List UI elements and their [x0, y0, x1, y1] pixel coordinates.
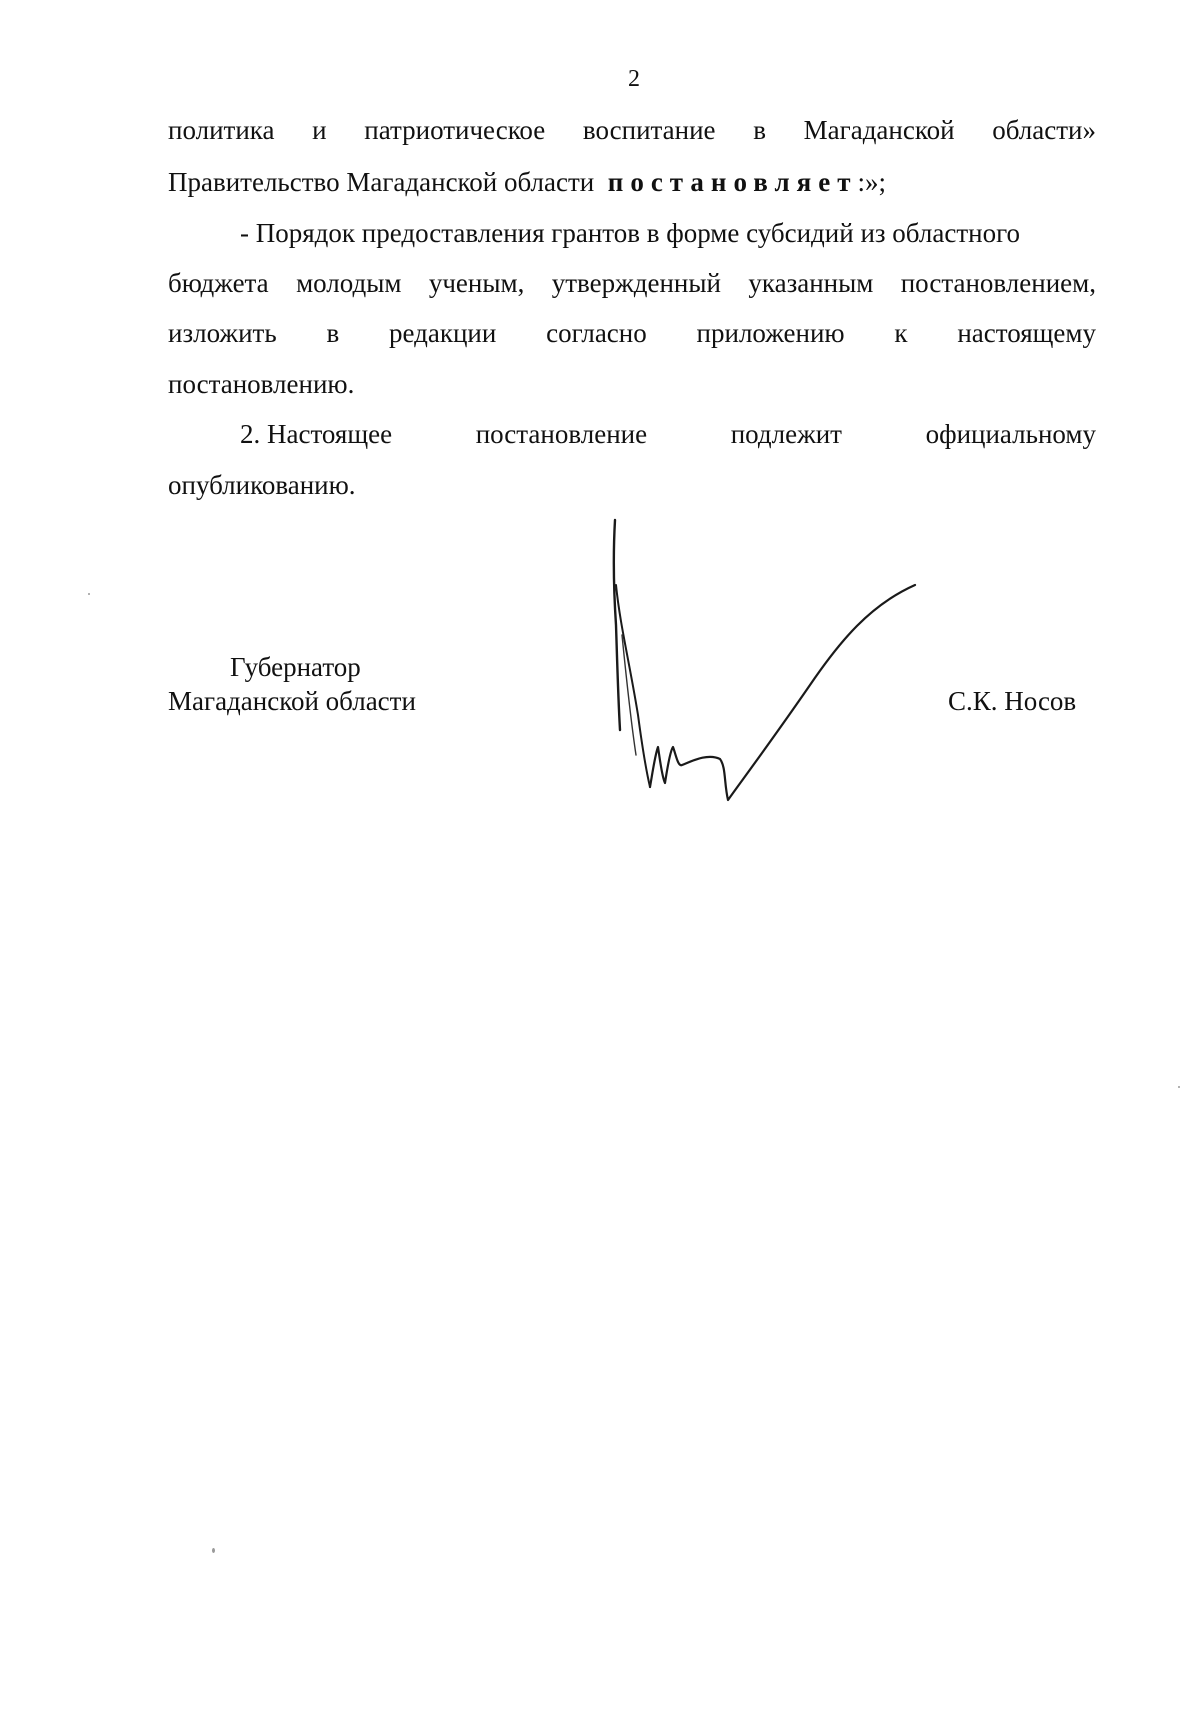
signer-position [168, 650, 416, 718]
paragraph2-line2 [168, 266, 1096, 300]
word: постановление [475, 419, 648, 449]
word: приложению [696, 318, 845, 348]
word: постановлением, [900, 268, 1096, 298]
word: указанным [748, 268, 874, 298]
word: официальному [925, 419, 1096, 449]
word: молодым [296, 268, 402, 298]
signer-name: С.К. Носов [948, 686, 1077, 716]
word: в [753, 115, 766, 145]
word: к [894, 318, 908, 348]
paragraph3-line1 [240, 417, 1096, 451]
paragraph1-line2 [168, 165, 1096, 199]
word: политика [168, 115, 275, 145]
page-number: 2 [628, 66, 640, 92]
scan-speck [88, 593, 90, 595]
word: изложить [168, 318, 277, 348]
paragraph1-line1 [168, 113, 1096, 147]
word: утвержденный [551, 268, 721, 298]
text-prefix: Правительство Магаданской области [168, 167, 595, 197]
word: воспитание [582, 115, 716, 145]
handwritten-signature [600, 515, 930, 815]
word: согласно [546, 318, 647, 348]
word: Магаданской [803, 115, 955, 145]
position-line1: Губернатор [230, 652, 361, 682]
paragraph2-line3 [168, 316, 1096, 350]
word: редакции [389, 318, 497, 348]
word: настоящему [957, 318, 1096, 348]
paragraph2-line1: - Порядок предоставления грантов в форме субсидий из областного [240, 218, 1020, 248]
word: и [312, 115, 327, 145]
text-suffix: :»; [857, 167, 887, 197]
word: ученым, [428, 268, 525, 298]
paragraph3-line2: опубликованию. [168, 470, 356, 500]
word: патриотическое [364, 115, 546, 145]
word: подлежит [730, 419, 842, 449]
paragraph2-line4: постановлению. [168, 369, 355, 399]
scan-speck [1178, 1086, 1180, 1088]
word: бюджета [168, 268, 269, 298]
position-line2: Магаданской области [168, 686, 416, 716]
emphasized-word: постановляет [607, 167, 858, 197]
word: в [326, 318, 340, 348]
word: 2. Настоящее [240, 419, 393, 449]
scan-speck [212, 1548, 215, 1553]
word: области» [992, 115, 1096, 145]
